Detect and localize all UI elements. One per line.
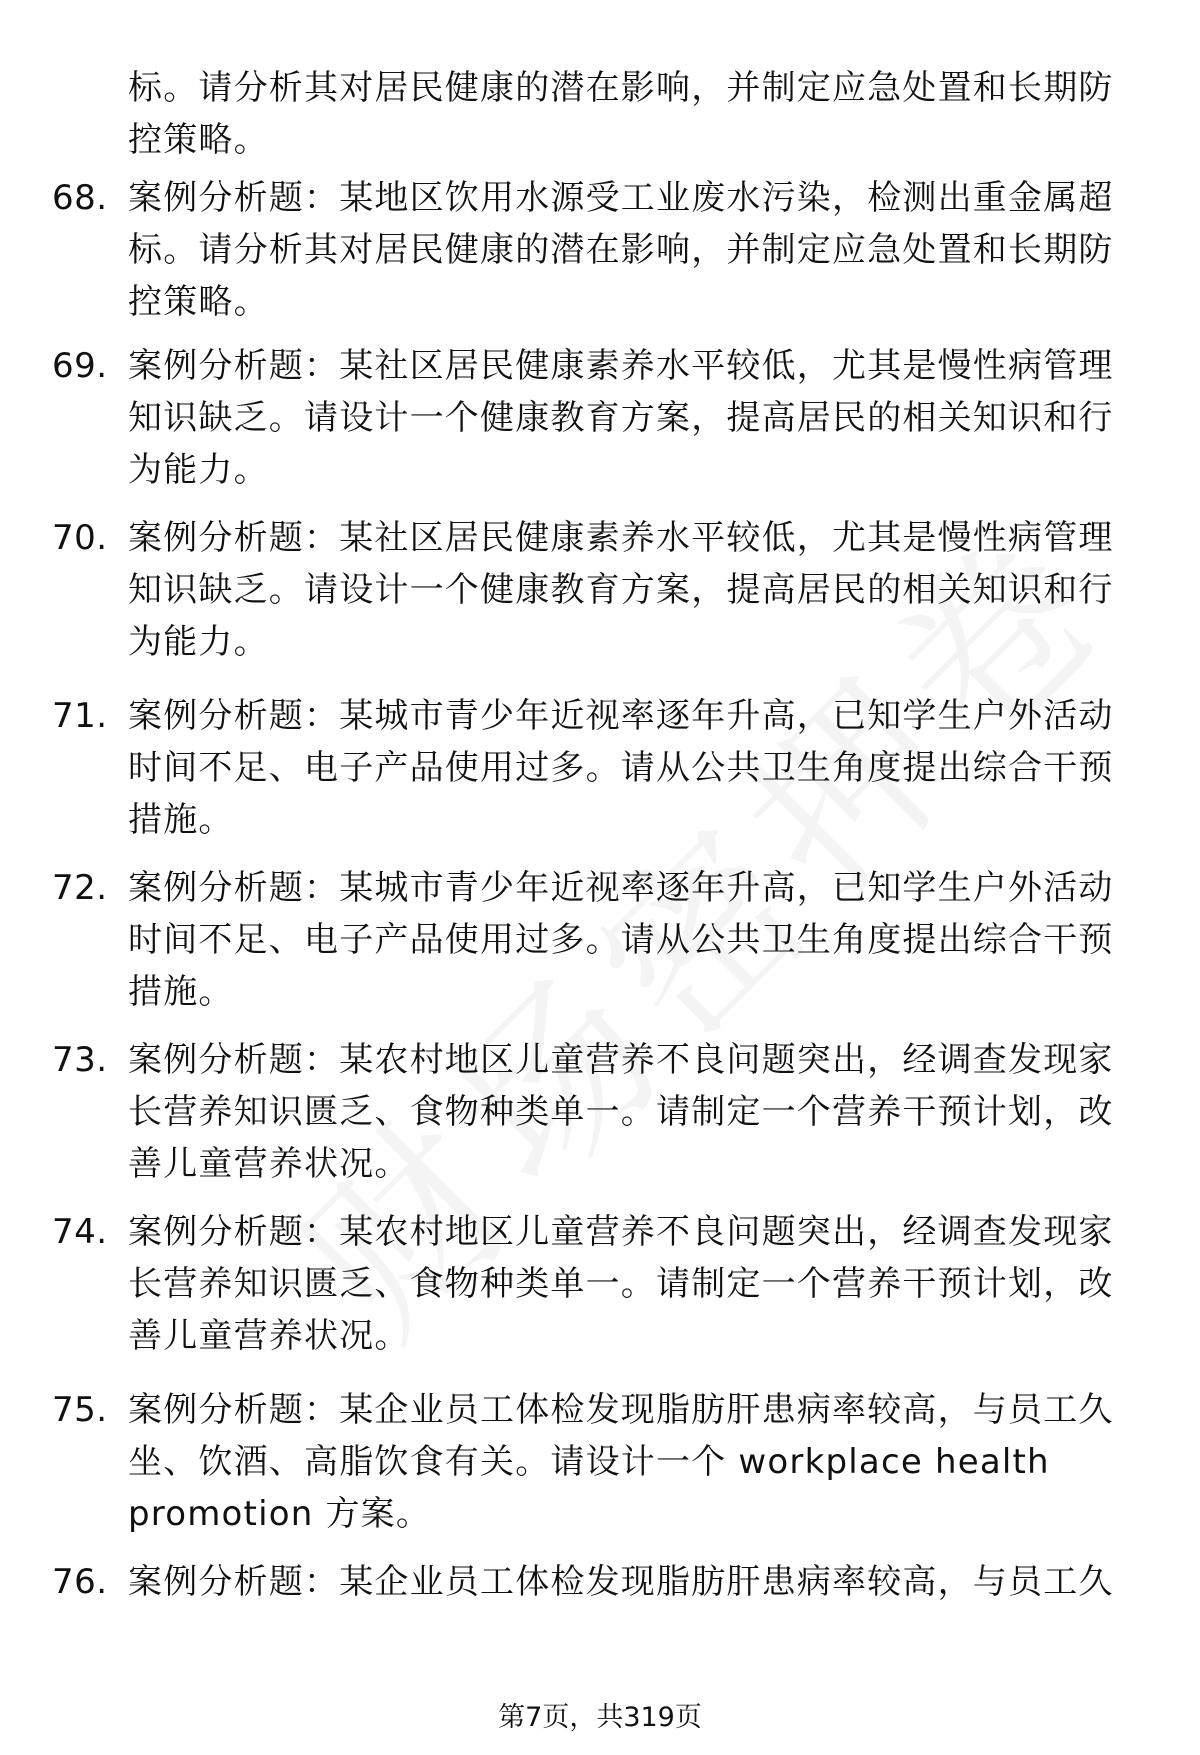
text-line: 案例分析题：某社区居民健康素养水平较低，尤其是慢性病管理 — [128, 518, 1114, 558]
text-line: 案例分析题：某地区饮用水源受工业废水污染，检测出重金属超 — [128, 178, 1114, 218]
question-number: 70. — [52, 518, 108, 558]
question-number: 76. — [52, 1562, 108, 1602]
text-line: promotion 方案。 — [128, 1494, 432, 1534]
text-line: 案例分析题：某城市青少年近视率逐年升高，已知学生户外活动 — [128, 868, 1114, 908]
question-text — [128, 512, 1138, 668]
text-line: 控策略。 — [128, 282, 269, 322]
text-line: 知识缺乏。请设计一个健康教育方案，提高居民的相关知识和行 — [128, 398, 1114, 438]
text-line: 措施。 — [128, 800, 234, 840]
text-line: 时间不足、电子产品使用过多。请从公共卫生角度提出综合干预 — [128, 748, 1114, 788]
text-line: 标。请分析其对居民健康的潜在影响，并制定应急处置和长期防 — [128, 68, 1114, 108]
continued-question-text — [128, 62, 1138, 166]
text-line: 控策略。 — [128, 120, 269, 160]
text-line: 案例分析题：某企业员工体检发现脂肪肝患病率较高，与员工久 — [128, 1562, 1114, 1602]
question-text — [128, 1384, 1138, 1540]
text-line: 善儿童营养状况。 — [128, 1144, 410, 1184]
text-line: 案例分析题：某城市青少年近视率逐年升高，已知学生户外活动 — [128, 696, 1114, 736]
question-text — [128, 1556, 1138, 1608]
text-line: 为能力。 — [128, 622, 269, 662]
question-number: 71. — [52, 696, 108, 736]
text-line: 案例分析题：某农村地区儿童营养不良问题突出，经调查发现家 — [128, 1212, 1114, 1252]
question-text — [128, 1034, 1138, 1190]
text-line: 措施。 — [128, 972, 234, 1012]
question-text — [128, 690, 1138, 846]
text-line: 长营养知识匮乏、食物种类单一。请制定一个营养干预计划，改 — [128, 1264, 1114, 1304]
question-number: 74. — [52, 1212, 108, 1252]
question-number: 73. — [52, 1040, 108, 1080]
question-text — [128, 340, 1138, 496]
text-line: 案例分析题：某农村地区儿童营养不良问题突出，经调查发现家 — [128, 1040, 1114, 1080]
question-number: 69. — [52, 346, 108, 386]
question-text — [128, 862, 1138, 1018]
question-number: 68. — [52, 178, 108, 218]
text-line: 为能力。 — [128, 450, 269, 490]
question-number: 72. — [52, 868, 108, 908]
question-text — [128, 172, 1138, 328]
text-line: 案例分析题：某社区居民健康素养水平较低，尤其是慢性病管理 — [128, 346, 1114, 386]
text-line: 案例分析题：某企业员工体检发现脂肪肝患病率较高，与员工久 — [128, 1390, 1114, 1430]
page-footer: 第7页，共319页 — [498, 1702, 702, 1733]
text-line: 标。请分析其对居民健康的潜在影响，并制定应急处置和长期防 — [128, 230, 1114, 270]
text-line: 善儿童营养状况。 — [128, 1316, 410, 1356]
text-line: 长营养知识匮乏、食物种类单一。请制定一个营养干预计划，改 — [128, 1092, 1114, 1132]
question-text — [128, 1206, 1138, 1362]
question-number: 75. — [52, 1390, 108, 1430]
text-line: 时间不足、电子产品使用过多。请从公共卫生角度提出综合干预 — [128, 920, 1114, 960]
text-line: 知识缺乏。请设计一个健康教育方案，提高居民的相关知识和行 — [128, 570, 1114, 610]
text-line: 坐、饮酒、高脂饮食有关。请设计一个 workplace health — [128, 1442, 1050, 1482]
